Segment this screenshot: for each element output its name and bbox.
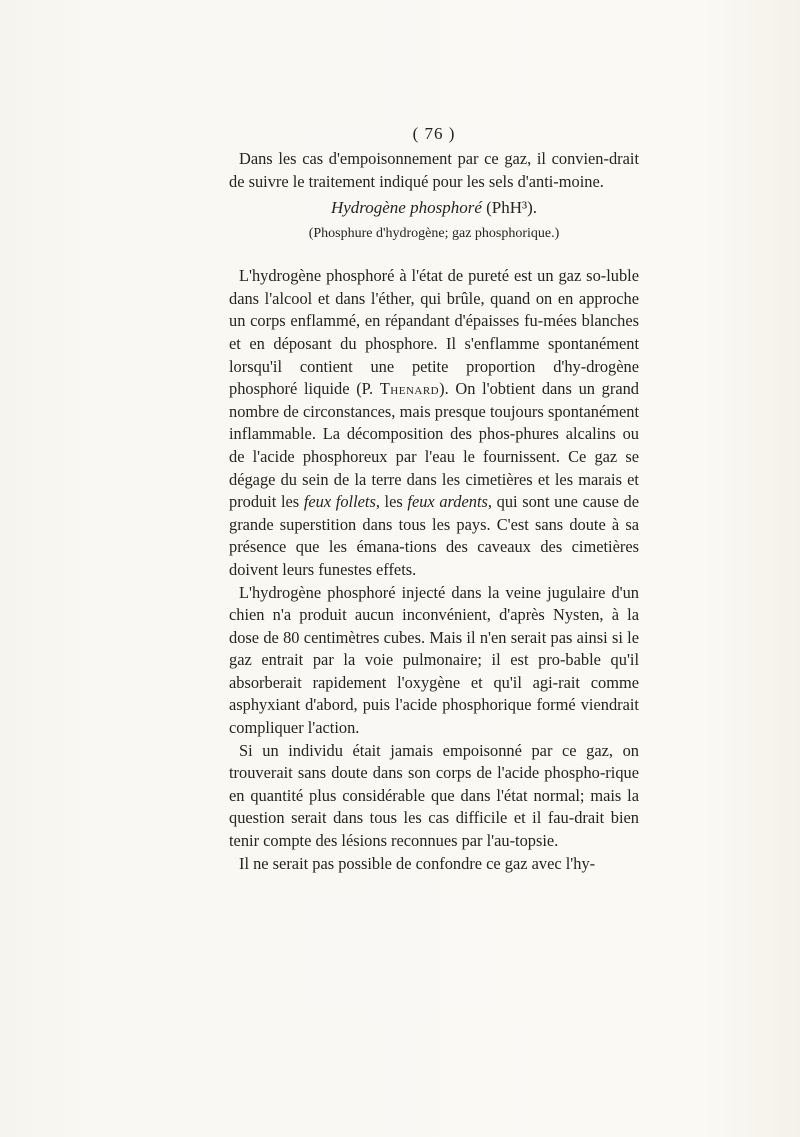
italic-term-feux-ardents: feux ardents [407,492,488,512]
italic-term-feux-follets: feux follets [303,492,376,512]
page-number: ( 76 ) [412,124,456,143]
paragraph-properties [229,265,639,581]
heading-formula: (PhH³). [486,198,538,218]
text-column [229,120,639,875]
author-name: Thenard [379,379,440,399]
paragraph-poisoning: Si un individu était jamais empoisonné par ce gaz, on trouverait sans doute dans son corps de l'acide phospho-rique en quantité plus considérable que dans l'état normal; mais la question serait dans tous les cas difficile et il fau-drait bien tenir compte des lésions reconnues par l'au-topsie. [229,740,639,851]
paragraph-properties-part4: , qui sont une cause de grande superstition dans tous les pays. C'est sans doute à sa présence que les émana-tions des caveaux des cimetières doivent leurs funestes effets. [229,492,639,579]
paragraph-properties-part3: , les [375,492,408,512]
paragraph-properties-part1: L'hydrogène phosphoré à l'état de pureté est un gaz so-luble dans l'alcool et dans l'éther, qui brûle, quand on en approche un corps enflammé, en répandant d'épaisses fu-mées blanches et en déposant du phosphore. Il s'enflamme spontanément lorsqu'il contient une petite proportion d'hy-drogène phosphoré liquide (P. [229,266,639,399]
section-subheading: (Phosphure d'hydrogène; gaz phosphorique.) [308,226,560,242]
section-heading [229,197,639,219]
paragraph-confusion: Il ne serait pas possible de confondre ce gaz avec l'hy- [239,853,596,873]
paragraph-toxicity: L'hydrogène phosphoré injecté dans la veine jugulaire d'un chien n'a produit aucun inconvénient, d'après Nysten, à la dose de 80 centimètres cubes. Mais il n'en serait pas ainsi si le gaz entrait par la voie pulmonaire; il est pro-bable qu'il absorberait rapidement l'oxygène et qu'il agi-rait comme asphyxiant d'abord, puis l'acide phosphorique formé viendrait compliquer l'action. [229,582,639,738]
heading-title: Hydrogène phosphoré [330,198,482,218]
paragraph-properties-part2: ). On l'obtient dans un grand nombre de circonstances, mais presque toujours spontanément inflammable. La décomposition des phos-phures alcalins ou de l'acide phosphoreux par l'eau le fournissent. Ce gaz se dégage du sein de la terre dans les cimetières et les marais et produit les [229,379,639,512]
intro-paragraph: Dans les cas d'empoisonnement par ce gaz, il convien-drait de suivre le traitement indiqué pour les sels d'anti-moine. [229,149,639,191]
